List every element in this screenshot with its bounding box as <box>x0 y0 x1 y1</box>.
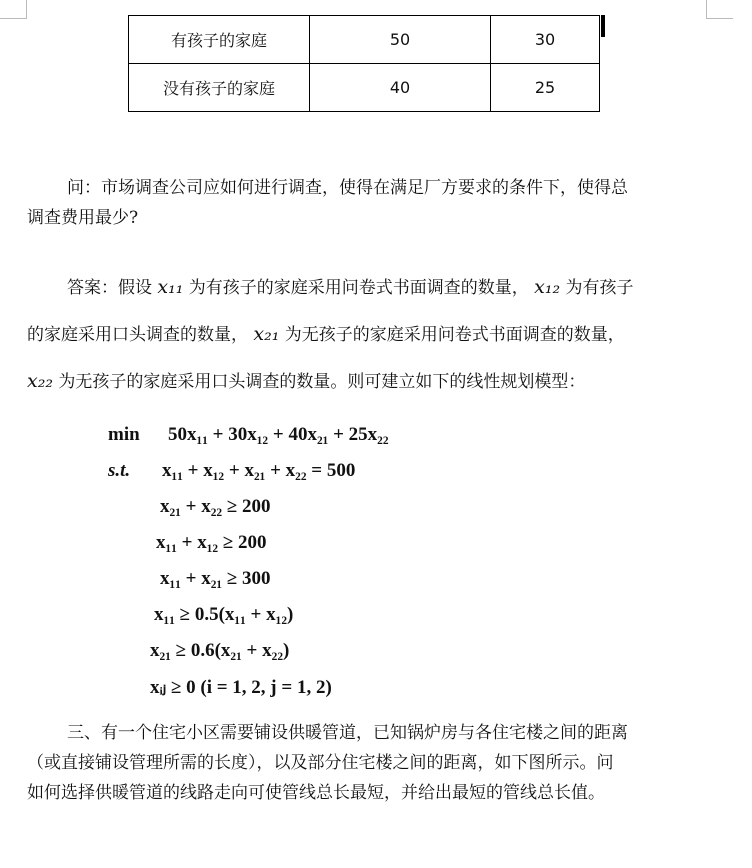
constraint-7: xᵢⱼ ≥ 0 (i = 1, 2, j = 1, 2) <box>150 677 332 698</box>
crop-mark-top-left <box>0 0 27 19</box>
table-row <box>129 64 600 112</box>
constraint-4: x₁₁ + x₂₁ ≥ 300 <box>160 568 271 589</box>
crop-mark-top-right <box>706 0 733 19</box>
table-cell: 50 <box>310 16 491 64</box>
table-cell: 30 <box>491 16 600 64</box>
constraint-6: x₂₁ ≥ 0.6(x₂₁ + x₂₂) <box>150 640 290 661</box>
answer-text-4: 为无孩子的家庭采用问卷式书面调查的数量， <box>284 325 625 345</box>
text-cursor <box>601 15 605 37</box>
answer-text-2: 为有孩子 <box>565 278 634 298</box>
variable-x22: x₂₂ <box>27 370 53 392</box>
table-cell: 有孩子的家庭 <box>129 16 310 64</box>
answer-line-3 <box>27 358 707 405</box>
problem-3-line-1: 三、有一个住宅小区需要铺设供暖管道，已知锅炉房与各住宅楼之间的距离 <box>67 723 628 743</box>
table-cell: 25 <box>491 64 600 112</box>
problem-3-paragraph <box>27 718 707 808</box>
question-paragraph <box>27 173 707 233</box>
objective-function: 50x₁₁ + 30x₁₂ + 40x₂₁ + 25x₂₂ <box>168 424 389 445</box>
variable-x21: x₂₁ <box>253 323 280 345</box>
table-cell: 40 <box>310 64 491 112</box>
table-cell: 没有孩子的家庭 <box>129 64 310 112</box>
answer-line-1 <box>27 264 707 311</box>
answer-text-3: 的家庭采用口头调查的数量， <box>27 325 248 345</box>
constraint-2: x₂₁ + x₂₂ ≥ 200 <box>160 496 271 517</box>
question-line-2: 调查费用最少? <box>27 208 139 228</box>
constraint-1: x₁₁ + x₁₂ + x₂₁ + x₂₂ = 500 <box>162 460 356 481</box>
answer-prefix: 答案：假设 <box>67 278 152 298</box>
variable-x12: x₁₂ <box>534 276 561 298</box>
constraint-3: x₁₁ + x₁₂ ≥ 200 <box>156 532 267 553</box>
objective-label: min <box>108 424 140 445</box>
answer-line-2 <box>27 311 707 358</box>
problem-3-line-2: （或直接铺设管理所需的长度），以及部分住宅楼之间的距离，如下图所示。问 <box>27 753 614 773</box>
survey-cost-table <box>128 15 600 112</box>
answer-text-5: 为无孩子的家庭采用口头调查的数量。则可建立如下的线性规划模型： <box>58 372 586 392</box>
variable-x11: x₁₁ <box>157 276 184 298</box>
answer-text-1: 为有孩子的家庭采用问卷式书面调查的数量， <box>188 278 529 298</box>
constraint-5: x₁₁ ≥ 0.5(x₁₁ + x₁₂) <box>154 604 294 625</box>
question-line-1: 问：市场调查公司应如何进行调查，使得在满足厂方要求的条件下，使得总 <box>67 178 628 198</box>
problem-3-line-3: 如何选择供暖管道的线路走向可使管线总长最短，并给出最短的管线总长值。 <box>27 783 605 803</box>
answer-paragraph <box>27 264 707 405</box>
table-row <box>129 16 600 64</box>
st-label: s.t. <box>108 460 131 481</box>
